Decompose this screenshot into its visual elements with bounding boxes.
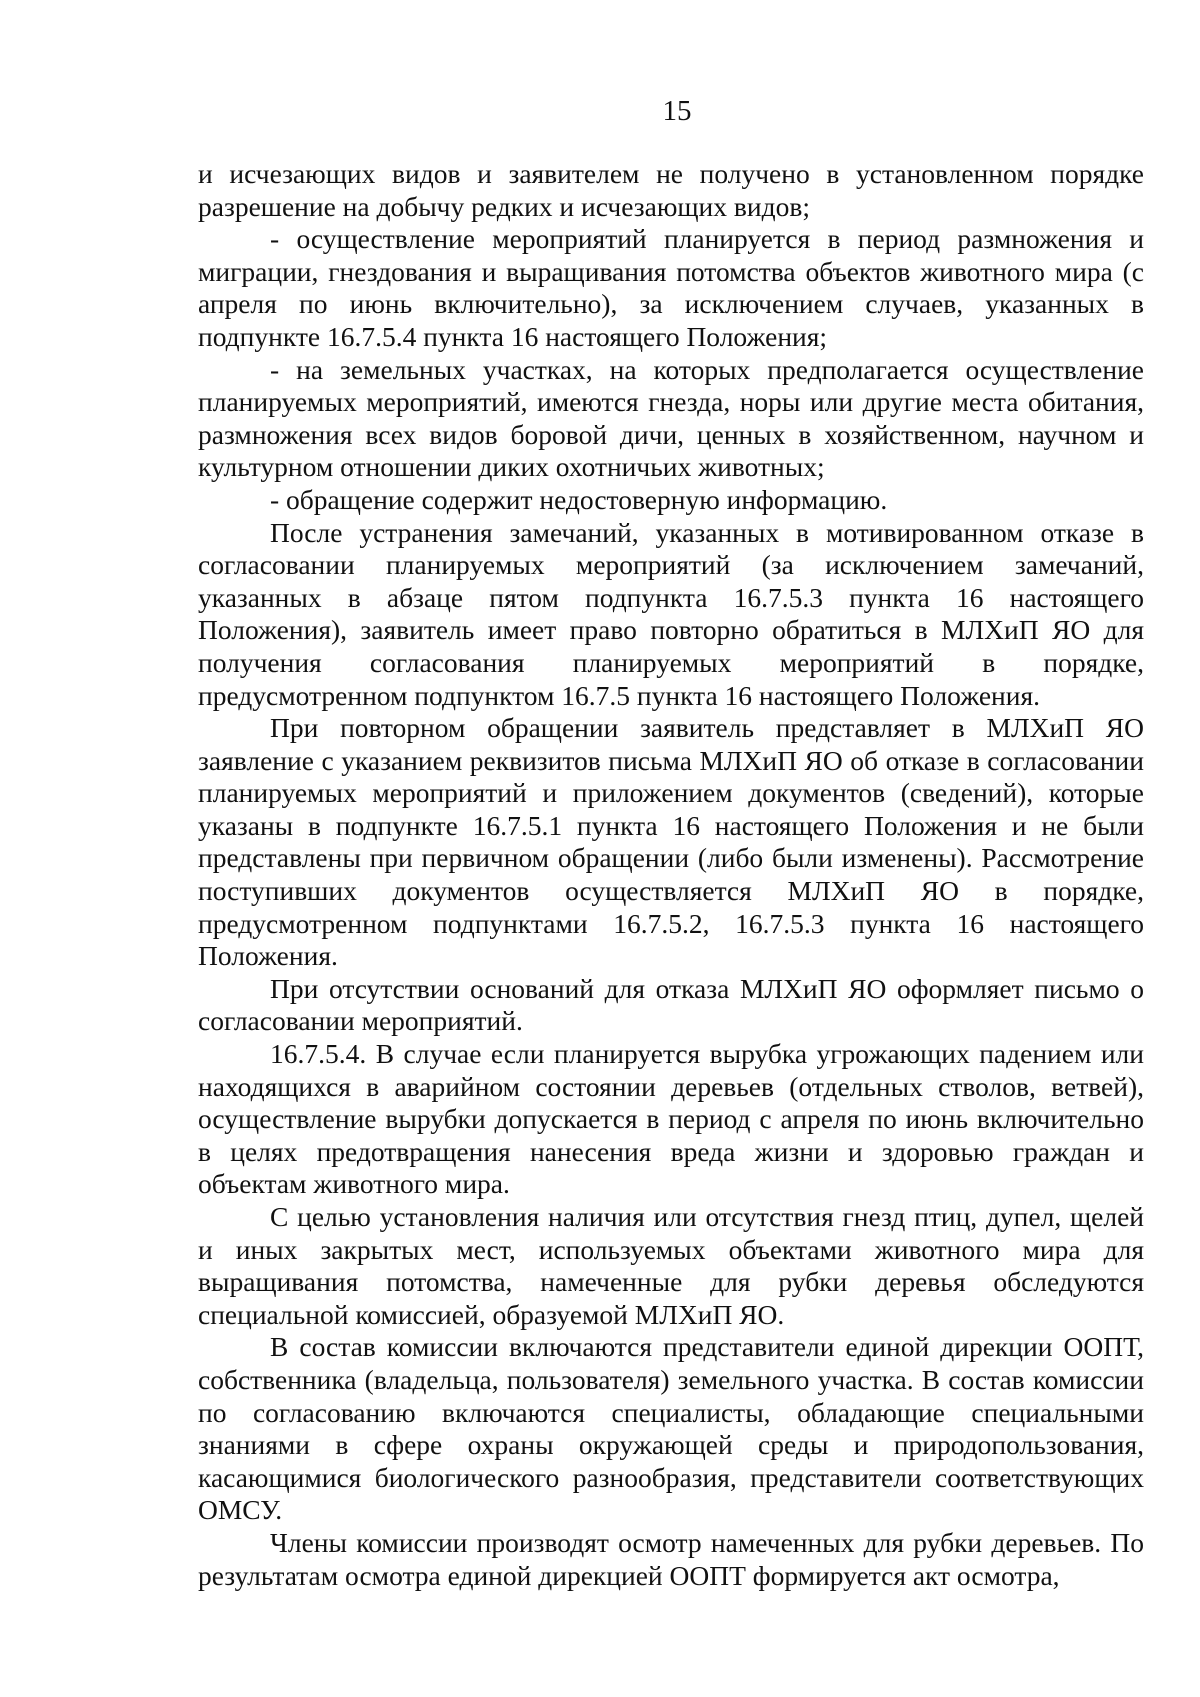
paragraph-continuation: и исчезающих видов и заявителем не получено в установленном порядке разрешение на добычу редких и исчезающих видов; (198, 158, 1144, 222)
paragraph-list-item: - осуществление мероприятий планируется в период размножения и миграции, гнездования и выращивания потомства объектов животного мира (с апреля по июнь включительно), за исключением случаев, указанных в подпункте 16.7.5.4 пункта 16 настоящего Положения; (198, 223, 1144, 352)
paragraph: После устранения замечаний, указанных в мотивированном отказе в согласовании планируемых мероприятий (за исключением замечаний, указанных в абзаце пятом подпункта 16.7.5.3 пункта 16 настоящего Положения), заявитель имеет право повторно обратиться в МЛХиП ЯО для получения согласования планируемых мероприятий в порядке, предусмотренном подпунктом 16.7.5 пункта 16 настоящего Положения. (198, 516, 1144, 711)
paragraph: В состав комиссии включаются представители единой дирекции ООПТ, собственника (владельца, пользователя) земельного участка. В состав комиссии по согласованию включаются специалисты, обладающие специальными знаниями в сфере охраны окружающей среды и природопользования, касающимися биологического разнообразия, представители соответствующих ОМСУ. (198, 1331, 1144, 1526)
document-body (198, 158, 1144, 1592)
paragraph-section-16-7-5-4: 16.7.5.4. В случае если планируется вырубка угрожающих падением или находящихся в аварийном состоянии деревьев (отдельных стволов, ветвей), осуществление вырубки допускается в период с апреля по июнь включительно в целях предотвращения нанесения вреда жизни и здоровью граждан и объектам животного мира. (198, 1038, 1144, 1200)
paragraph-list-item: - обращение содержит недостоверную информацию. (270, 483, 888, 515)
paragraph-list-item: - на земельных участках, на которых предполагается осуществление планируемых мероприятий, имеются гнезда, норы или другие места обитания, размножения всех видов боровой дичи, ценных в хозяйственном, научном и культурном отношении диких охотничьих животных; (198, 353, 1144, 483)
paragraph: С целью установления наличия или отсутствия гнезд птиц, дупел, щелей и иных закрытых мест, используемых объектами животного мира для выращивания потомства, намеченные для рубки деревья обследуются специальной комиссией, образуемой МЛХиП ЯО. (198, 1201, 1144, 1330)
page-number: 15 (662, 95, 692, 127)
paragraph: При повторном обращении заявитель представляет в МЛХиП ЯО заявление с указанием реквизитов письма МЛХиП ЯО об отказе в согласовании планируемых мероприятий и приложением документов (сведений), которые указаны в подпункте 16.7.5.1 пункта 16 настоящего Положения и не были представлены при первичном обращении (либо были изменены). Рассмотрение поступивших документов осуществляется МЛХиП ЯО в порядке, предусмотренном подпунктами 16.7.5.2, 16.7.5.3 пункта 16 настоящего Положения. (198, 712, 1144, 972)
paragraph: При отсутствии оснований для отказа МЛХиП ЯО оформляет письмо о согласовании мероприятий. (198, 972, 1144, 1037)
paragraph: Члены комиссии производят осмотр намеченных для рубки деревьев. По результатам осмотра единой дирекцией ООПТ формируется акт осмотра, (198, 1526, 1144, 1591)
